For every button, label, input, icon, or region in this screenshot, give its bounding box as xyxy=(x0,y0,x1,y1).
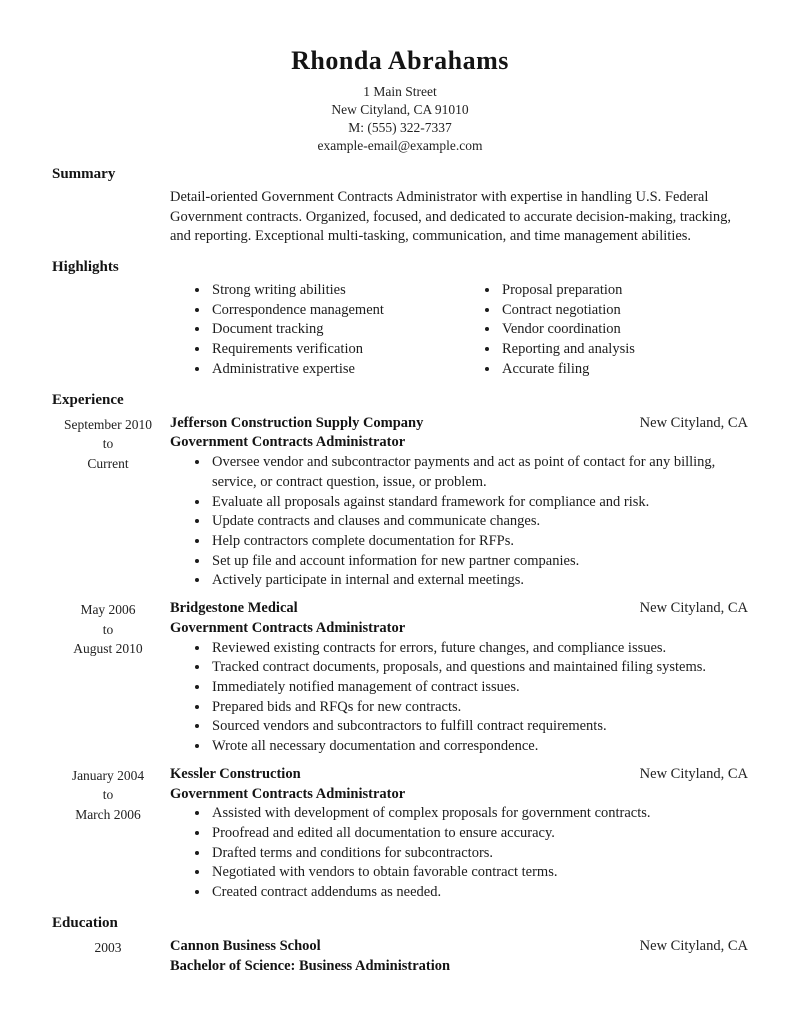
school-location: New Cityland, CA xyxy=(639,937,748,954)
job-date-end: August 2010 xyxy=(73,641,143,657)
job-entry xyxy=(52,599,748,757)
company-name: Jefferson Construction Supply Company xyxy=(170,414,424,431)
candidate-name: Rhonda Abrahams xyxy=(291,46,509,75)
company-name: Kessler Construction xyxy=(170,765,301,782)
job-head xyxy=(170,599,748,619)
job-title: Government Contracts Administrator xyxy=(170,785,406,802)
job-body xyxy=(170,765,748,903)
address-line-1: 1 Main Street xyxy=(363,83,437,99)
job-location: New Cityland, CA xyxy=(639,414,748,431)
highlight-item: • Vendor coordination xyxy=(500,320,748,340)
highlights-section xyxy=(52,258,748,380)
company-name: Bridgestone Medical xyxy=(170,600,298,617)
highlight-item: • Correspondence management xyxy=(210,301,460,321)
education-heading: Education xyxy=(52,914,118,931)
job-head xyxy=(170,414,748,434)
resume-header xyxy=(52,46,748,155)
highlight-item: • Requirements verification xyxy=(210,340,460,360)
job-dates xyxy=(52,414,164,591)
job-date-end: March 2006 xyxy=(75,806,141,822)
job-bullet: • Assisted with development of complex proposals for government contracts. xyxy=(210,804,748,824)
education-year-value: 2003 xyxy=(94,939,122,955)
job-title: Government Contracts Administrator xyxy=(170,619,406,636)
highlight-item: • Strong writing abilities xyxy=(210,281,460,301)
job-bullet: • Update contracts and clauses and communicate changes. xyxy=(210,512,748,532)
job-bullet: • Tracked contract documents, proposals, and questions and maintained filing systems. xyxy=(210,658,748,678)
job-bullet: • Reviewed existing contracts for errors, future changes, and compliance issues. xyxy=(210,639,748,659)
address-line-2: New Cityland, CA 91010 xyxy=(331,101,469,117)
experience-section xyxy=(52,391,748,903)
job-location: New Cityland, CA xyxy=(639,765,748,782)
degree: Bachelor of Science: Business Administration xyxy=(170,957,451,974)
job-bullet: • Sourced vendors and subcontractors to fulfill contract requirements. xyxy=(210,717,748,737)
job-bullet: • Immediately notified management of contract issues. xyxy=(210,678,748,698)
job-date-separator: to xyxy=(102,436,114,452)
job-date-separator: to xyxy=(102,787,114,803)
education-year xyxy=(52,937,164,976)
email-line: example-email@example.com xyxy=(317,137,483,153)
education-section xyxy=(52,914,748,976)
job-bullet: • Drafted terms and conditions for subcontractors. xyxy=(210,844,748,864)
job-dates xyxy=(52,599,164,757)
job-date-end: Current xyxy=(87,455,129,471)
job-dates xyxy=(52,765,164,903)
job-date-start: September 2010 xyxy=(63,416,153,432)
job-bullet: • Wrote all necessary documentation and correspondence. xyxy=(210,737,748,757)
job-bullet: • Actively participate in internal and external meetings. xyxy=(210,571,748,591)
job-bullet: • Oversee vendor and subcontractor payments and act as point of contact for any billing, service, or contract question, issue, or problem. xyxy=(210,453,748,492)
job-body xyxy=(170,599,748,757)
education-head xyxy=(170,937,748,957)
job-bullet: • Help contractors complete documentation for RFPs. xyxy=(210,532,748,552)
summary-heading: Summary xyxy=(52,165,116,182)
job-title: Government Contracts Administrator xyxy=(170,434,406,451)
summary-section xyxy=(52,165,748,247)
job-entry xyxy=(52,765,748,903)
highlight-item: • Administrative expertise xyxy=(210,360,460,380)
experience-heading: Experience xyxy=(52,391,124,408)
highlight-item: • Contract negotiation xyxy=(500,301,748,321)
highlight-item: • Proposal preparation xyxy=(500,281,748,301)
education-entry xyxy=(52,937,748,976)
job-date-separator: to xyxy=(102,621,114,637)
highlights-columns xyxy=(170,281,748,380)
phone-line: M: (555) 322-7337 xyxy=(348,119,452,135)
highlight-item: • Reporting and analysis xyxy=(500,340,748,360)
job-bullet: • Proofread and edited all documentation to ensure accuracy. xyxy=(210,824,748,844)
summary-text: Detail-oriented Government Contracts Administrator with expertise in handling U.S. Federal Government contracts. Organized, focused, and dedicated to accurate decision-making, tracking, and reporting. Exceptional multi-tasking, communication, and time management abilities. xyxy=(170,188,731,245)
job-location: New Cityland, CA xyxy=(639,600,748,617)
highlight-item: • Accurate filing xyxy=(500,360,748,380)
job-bullet-list xyxy=(170,804,748,903)
job-head xyxy=(170,765,748,785)
highlights-right-column xyxy=(460,281,748,380)
school-name: Cannon Business School xyxy=(170,937,321,954)
job-body xyxy=(170,414,748,591)
highlight-item: • Document tracking xyxy=(210,320,460,340)
job-date-start: January 2004 xyxy=(71,767,145,783)
highlights-left-column xyxy=(170,281,460,380)
job-bullet-list xyxy=(170,639,748,757)
job-bullet: • Created contract addendums as needed. xyxy=(210,883,748,903)
job-bullet: • Prepared bids and RFQs for new contracts. xyxy=(210,698,748,718)
job-date-start: May 2006 xyxy=(80,602,136,618)
job-bullet: • Evaluate all proposals against standard framework for compliance and risk. xyxy=(210,493,748,513)
job-bullet: • Negotiated with vendors to obtain favorable contract terms. xyxy=(210,863,748,883)
job-bullet-list xyxy=(170,453,748,591)
job-bullet: • Set up file and account information for new partner companies. xyxy=(210,552,748,572)
job-entry xyxy=(52,414,748,591)
highlights-heading: Highlights xyxy=(52,259,119,276)
education-body xyxy=(170,937,748,976)
